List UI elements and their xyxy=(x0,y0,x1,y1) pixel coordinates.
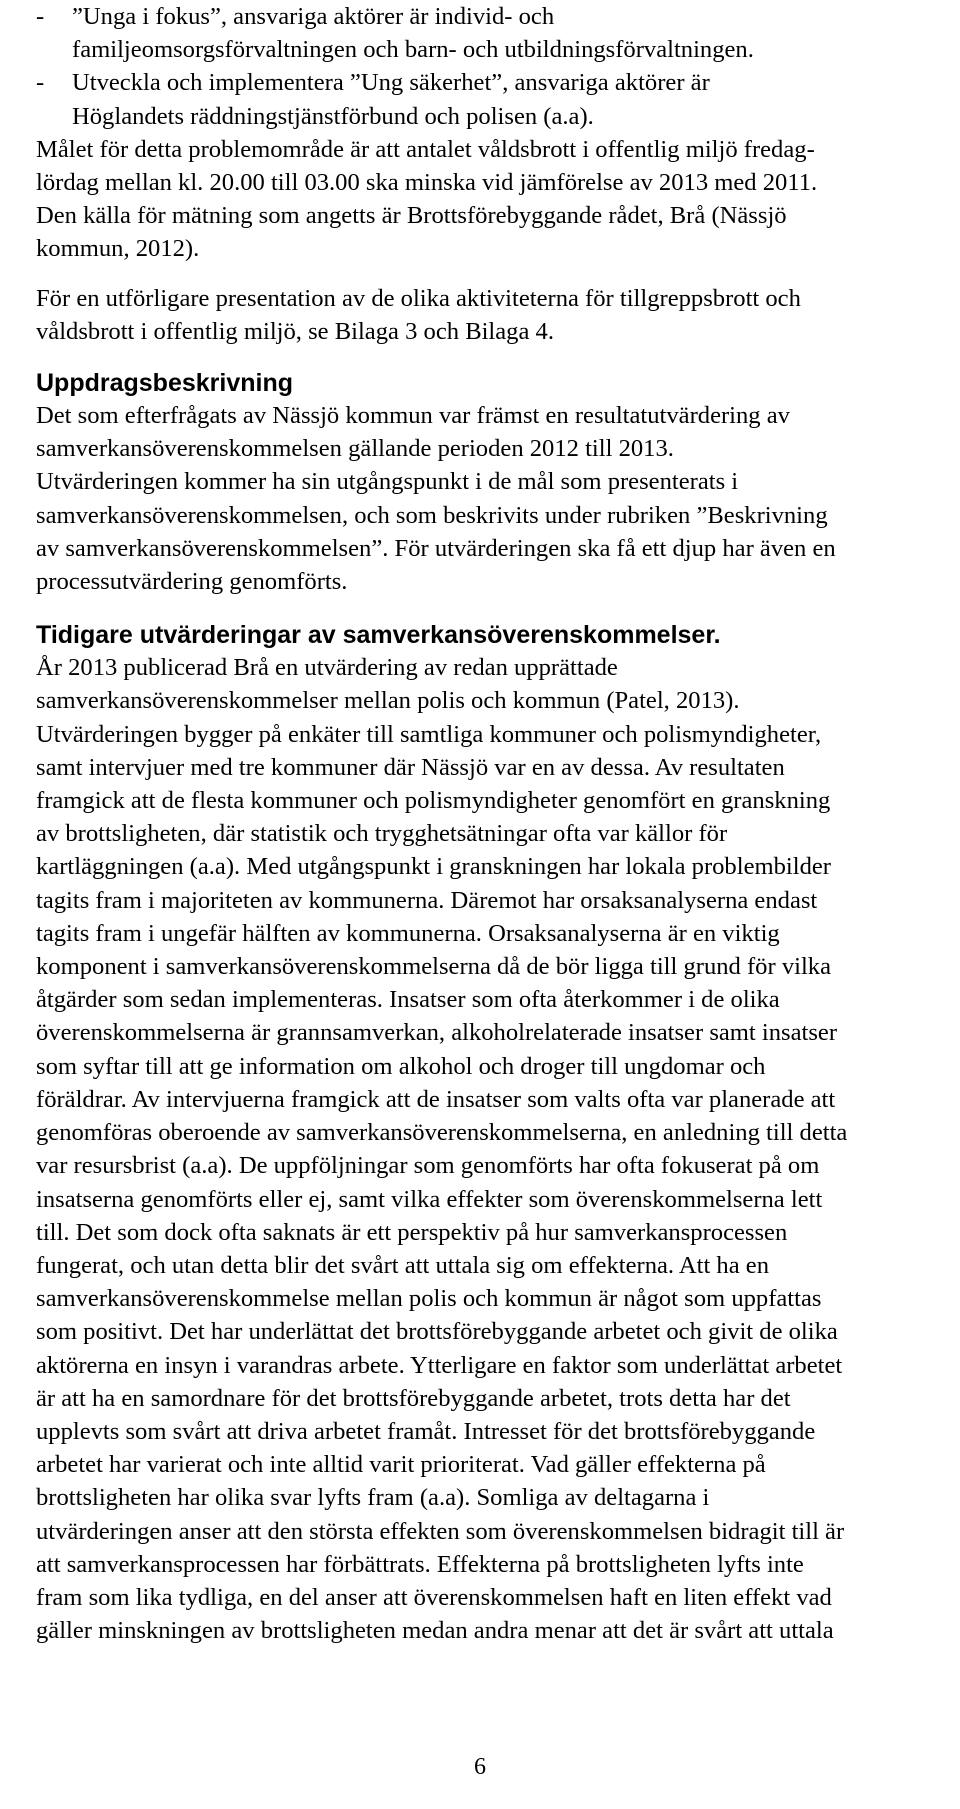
section-heading: Tidigare utvärderingar av samverkansöverenskommelser. xyxy=(36,621,721,650)
text-line: tagits fram i majoriteten av kommunerna. Däremot har orsaksanalyserna endast xyxy=(36,886,818,914)
bullet-text: familjeomsorgsförvaltningen och barn- och utbildningsförvaltningen. xyxy=(72,36,754,64)
text-line: var resursbrist (a.a). De uppföljningar som genomförts har ofta fokuserat på om xyxy=(36,1152,820,1180)
text-line: samverkansöverenskommelse mellan polis och kommun är något som uppfattas xyxy=(36,1285,822,1313)
bullet-text: Utveckla och implementera ”Ung säkerhet”, ansvariga aktörer är xyxy=(72,69,710,97)
text-line: framgick att de flesta kommuner och polismyndigheter genomfört en granskning xyxy=(36,787,831,815)
text-line: är att ha en samordnare för det brottsförebyggande arbetet, trots detta har det xyxy=(36,1384,791,1412)
text-line: som positivt. Det har underlättat det brottsförebyggande arbetet och givit de olika xyxy=(36,1318,838,1346)
text-line: samverkansöverenskommelsen gällande perioden 2012 till 2013. xyxy=(36,435,674,463)
text-line: komponent i samverkansöverenskommelserna då de bör ligga till grund för vilka xyxy=(36,953,831,981)
bullet-dash: - xyxy=(36,69,45,97)
text-line: Utvärderingen kommer ha sin utgångspunkt i de mål som presenterats i xyxy=(36,468,739,496)
bullet-text: ”Unga i fokus”, ansvariga aktörer är individ- och xyxy=(72,3,555,30)
bullet-item xyxy=(36,66,956,132)
text-line: tagits fram i ungefär hälften av kommunerna. Orsaksanalyserna är en viktig xyxy=(36,919,780,947)
text-line: samverkansöverenskommelsen, och som beskrivits under rubriken ”Beskrivning xyxy=(36,501,828,529)
text-line: År 2013 publicerad Brå en utvärdering av redan upprättade xyxy=(36,654,618,682)
text-line: upplevts som svårt att driva arbetet framåt. Intresset för det brottsförebyggande xyxy=(36,1417,816,1445)
bullet-item xyxy=(36,0,956,66)
text-line: Målet för detta problemområde är att antalet våldsbrott i offentlig miljö fredag- xyxy=(36,135,815,163)
text-line: brottsligheten har olika svar lyfts fram (a.a). Somliga av deltagarna i xyxy=(36,1484,710,1512)
text-line: samverkansöverenskommelser mellan polis och kommun (Patel, 2013). xyxy=(36,687,740,715)
section-heading: Uppdragsbeskrivning xyxy=(36,369,293,398)
paragraph-appendix xyxy=(36,282,956,348)
text-line: samt intervjuer med tre kommuner där Nässjö var en av dessa. Av resultaten xyxy=(36,753,785,781)
bullet-text: Höglandets räddningstjänstförbund och polisen (a.a). xyxy=(72,102,594,130)
text-line: aktörerna en insyn i varandras arbete. Ytterligare en faktor som underlättat arbetet xyxy=(36,1351,843,1379)
bullet-list xyxy=(36,0,956,133)
text-line: som syftar till att ge information om alkohol och droger till ungdomar och xyxy=(36,1052,766,1080)
text-line: våldsbrott i offentlig miljö, se Bilaga 3 och Bilaga 4. xyxy=(36,317,554,345)
text-line: insatserna genomförts eller ej, samt vilka effekter som överenskommelserna lett xyxy=(36,1185,823,1213)
text-line: kommun, 2012). xyxy=(36,235,200,263)
text-line: Det som efterfrågats av Nässjö kommun var främst en resultatutvärdering av xyxy=(36,402,790,430)
text-line: av brottsligheten, där statistik och trygghetsätningar ofta var källor för xyxy=(36,820,728,848)
text-line: fram som lika tydliga, en del anser att överenskommelsen haft en liten effekt vad xyxy=(36,1583,832,1611)
text-line: till. Det som dock ofta saknats är ett perspektiv på hur samverkansprocessen xyxy=(36,1218,788,1246)
text-line: överenskommelserna är grannsamverkan, alkoholrelaterade insatser samt insatser xyxy=(36,1019,838,1047)
bullet-line xyxy=(36,0,956,33)
page-number: 6 xyxy=(474,1754,486,1780)
text-line: lördag mellan kl. 20.00 till 03.00 ska minska vid jämförelse av 2013 med 2011. xyxy=(36,169,818,197)
text-line: genomföras oberoende av samverkansöverenskommelserna, en anledning till detta xyxy=(36,1119,848,1147)
document-page xyxy=(36,0,956,1647)
text-line: föräldrar. Av intervjuerna framgick att de insatser som valts ofta var planerade att xyxy=(36,1085,836,1113)
paragraph-goal xyxy=(36,133,956,266)
bullet-dash: - xyxy=(36,3,45,30)
text-line: fungerat, och utan detta blir det svårt att uttala sig om effekterna. Att ha en xyxy=(36,1251,770,1279)
text-line: processutvärdering genomförts. xyxy=(36,568,348,596)
text-line: arbetet har varierat och inte alltid varit prioriterat. Vad gäller effekterna på xyxy=(36,1451,766,1479)
text-line: För en utförligare presentation av de olika aktiviteterna för tillgreppsbrott och xyxy=(36,284,801,312)
text-line: av samverkansöverenskommelsen”. För utvärderingen ska få ett djup har även en xyxy=(36,534,836,562)
text-line: att samverkansprocessen har förbättrats. Effekterna på brottsligheten lyfts inte xyxy=(36,1550,804,1578)
text-line: Utvärderingen bygger på enkäter till samtliga kommuner och polismyndigheter, xyxy=(36,720,822,748)
text-line: gäller minskningen av brottsligheten medan andra menar att det är svårt att uttala xyxy=(36,1617,834,1645)
section-assignment xyxy=(36,368,956,598)
section-previous-evaluations xyxy=(36,620,956,1647)
text-line: åtgärder som sedan implementeras. Insatser som ofta återkommer i de olika xyxy=(36,986,780,1014)
text-line: Den källa för mätning som angetts är Brottsförebyggande rådet, Brå (Nässjö xyxy=(36,202,787,230)
text-line: utvärderingen anser att den största effekten som överenskommelsen bidragit till är xyxy=(36,1517,845,1545)
text-line: kartläggningen (a.a). Med utgångspunkt i granskningen har lokala problembilder xyxy=(36,853,831,881)
bullet-line xyxy=(36,66,956,99)
